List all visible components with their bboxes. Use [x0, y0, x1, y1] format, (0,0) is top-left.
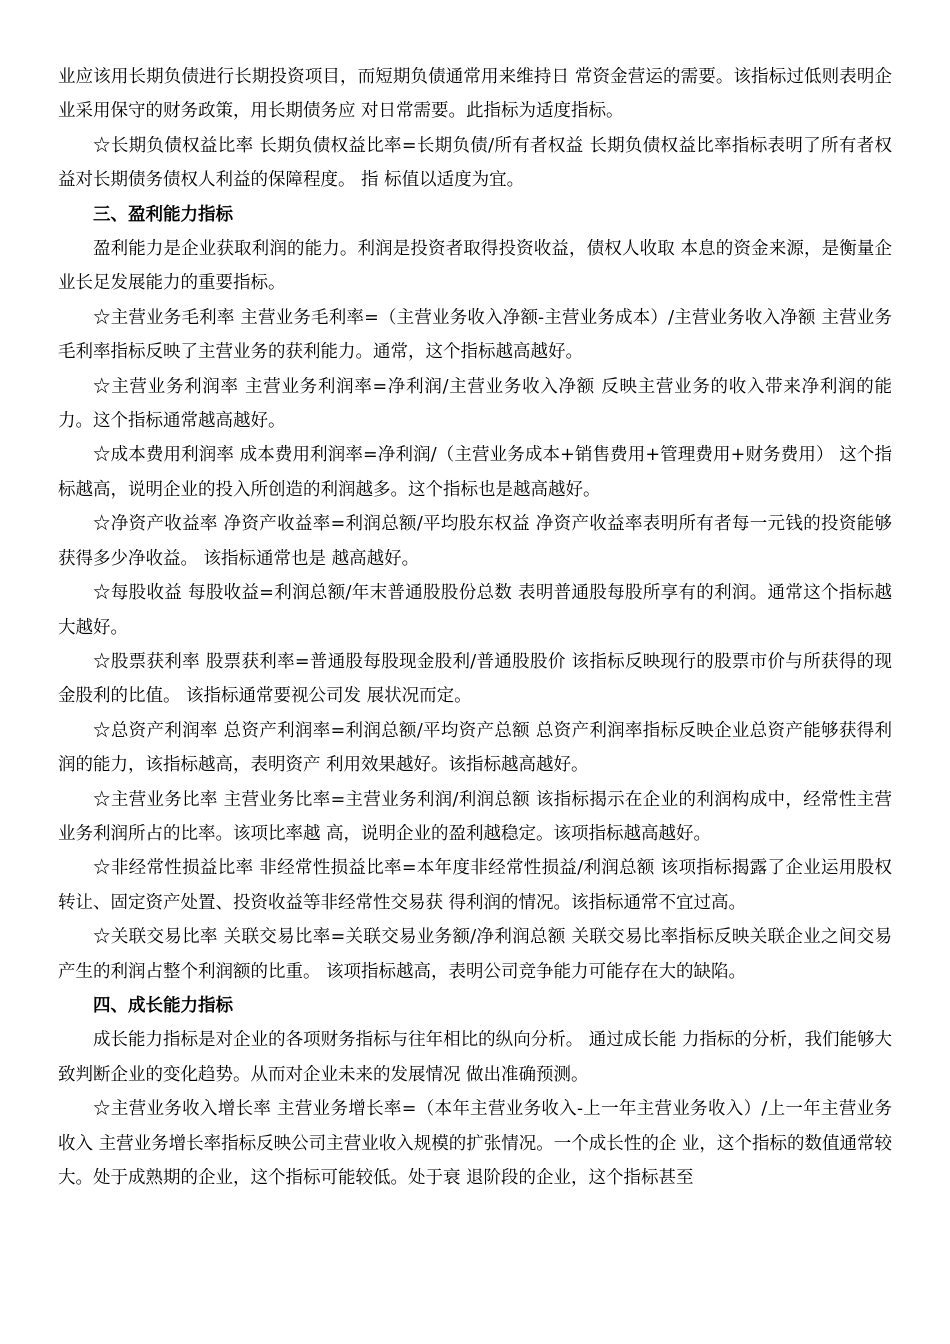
paragraph-return-on-assets: ☆总资产利润率 总资产利润率=利润总额/平均资产总额 总资产利润率指标反映企业总资产能够获得利润的能力，该指标越高，表明资产 利用效果越好。该指标越高越好。: [58, 720, 892, 776]
paragraph-growth-intro: 成长能力指标是对企业的各项财务指标与往年相比的纵向分析。 通过成长能 力指标的分析，我们能够大致判断企业的变化趋势。从而对企业未来的发展情况 做出准确预测。: [58, 1030, 892, 1085]
section-heading-growth: 四、成长能力指标: [93, 995, 233, 1016]
paragraph-related-party-ratio: ☆关联交易比率 关联交易比率=关联交易业务额/净利润总额 关联交易比率指标反映关联企业之间交易产生的利润占整个利润额的比重。 该项指标越高，表明公司竞争能力可能存在大的缺陷。: [58, 927, 892, 982]
paragraph-gross-margin: ☆主营业务毛利率 主营业务毛利率=（主营业务收入净额-主营业务成本）/主营业务收入净额 主营业务毛利率指标反映了主营业务的获利能力。通常，这个指标越高越好。: [58, 307, 892, 363]
paragraph-profitability-intro: 盈利能力是企业获取利润的能力。利润是投资者取得投资收益，债权人收取 本息的资金来源，是衡量企业长足发展能力的重要指标。: [58, 239, 892, 294]
paragraph-main-business-ratio: ☆主营业务比率 主营业务比率=主营业务利润/利润总额 该指标揭示在企业的利润构成中，经常性主营业务利润所占的比率。该项比率越 高，说明企业的盈利越稳定。该项指标越高越好。: [58, 789, 892, 844]
paragraph-return-on-equity: ☆净资产收益率 净资产收益率=利润总额/平均股东权益 净资产收益率表明所有者每一元钱的投资能够获得多少净收益。 该指标通常也是 越高越好。: [58, 514, 892, 569]
paragraph-non-recurring-ratio: ☆非经常性损益比率 非经常性损益比率=本年度非经常性损益/利润总额 该项指标揭露了企业运用股权转让、固定资产处置、投资收益等非经常性交易获 得利润的情况。该指标通常不宜过高。: [58, 858, 892, 913]
paragraph-earnings-per-share: ☆每股收益 每股收益=利润总额/年末普通股股份总数 表明普通股每股所享有的利润。通常这个指标越大越好。: [58, 583, 892, 638]
paragraph-long-term-debt-equity-ratio: ☆长期负债权益比率 长期负债权益比率=长期负债/所有者权益 长期负债权益比率指标表明了所有者权益对长期债务债权人利益的保障程度。 指 标值以适度为宜。: [58, 135, 892, 191]
document-body: [58, 60, 892, 1195]
paragraph-cost-expense-profit-ratio: ☆成本费用利润率 成本费用利润率=净利润/（主营业务成本+销售费用+管理费用+财务费用） 这个指标越高，说明企业的投入所创造的利润越多。这个指标也是越高越好。: [58, 445, 892, 500]
paragraph-long-term-debt-intro: 业应该用长期负债进行长期投资项目，而短期负债通常用来维持日 常资金营运的需要。该指标过低则表明企业采用保守的财务政策，用长期债务应 对日常需要。此指标为适度指标。: [58, 67, 892, 122]
section-heading-profitability: 三、盈利能力指标: [93, 204, 233, 225]
paragraph-operating-profit-margin: ☆主营业务利润率 主营业务利润率=净利润/主营业务收入净额 反映主营业务的收入带来净利润的能力。这个指标通常越高越好。: [58, 376, 892, 432]
paragraph-dividend-yield: ☆股票获利率 股票获利率=普通股每股现金股利/普通股股价 该指标反映现行的股票市价与所获得的现金股利的比值。 该指标通常要视公司发 展状况而定。: [58, 651, 892, 707]
paragraph-revenue-growth-rate: ☆主营业务收入增长率 主营业务增长率=（本年主营业务收入-上一年主营业务收入）/上一年主营业务 收入 主营业务增长率指标反映公司主营业收入规模的扩张情况。一个成长性的企 业，这个指标的数值通常较大。处于成熟期的企业，这个指标可能较低。处于衰 退阶段的企业，这个指标甚至: [58, 1099, 892, 1188]
